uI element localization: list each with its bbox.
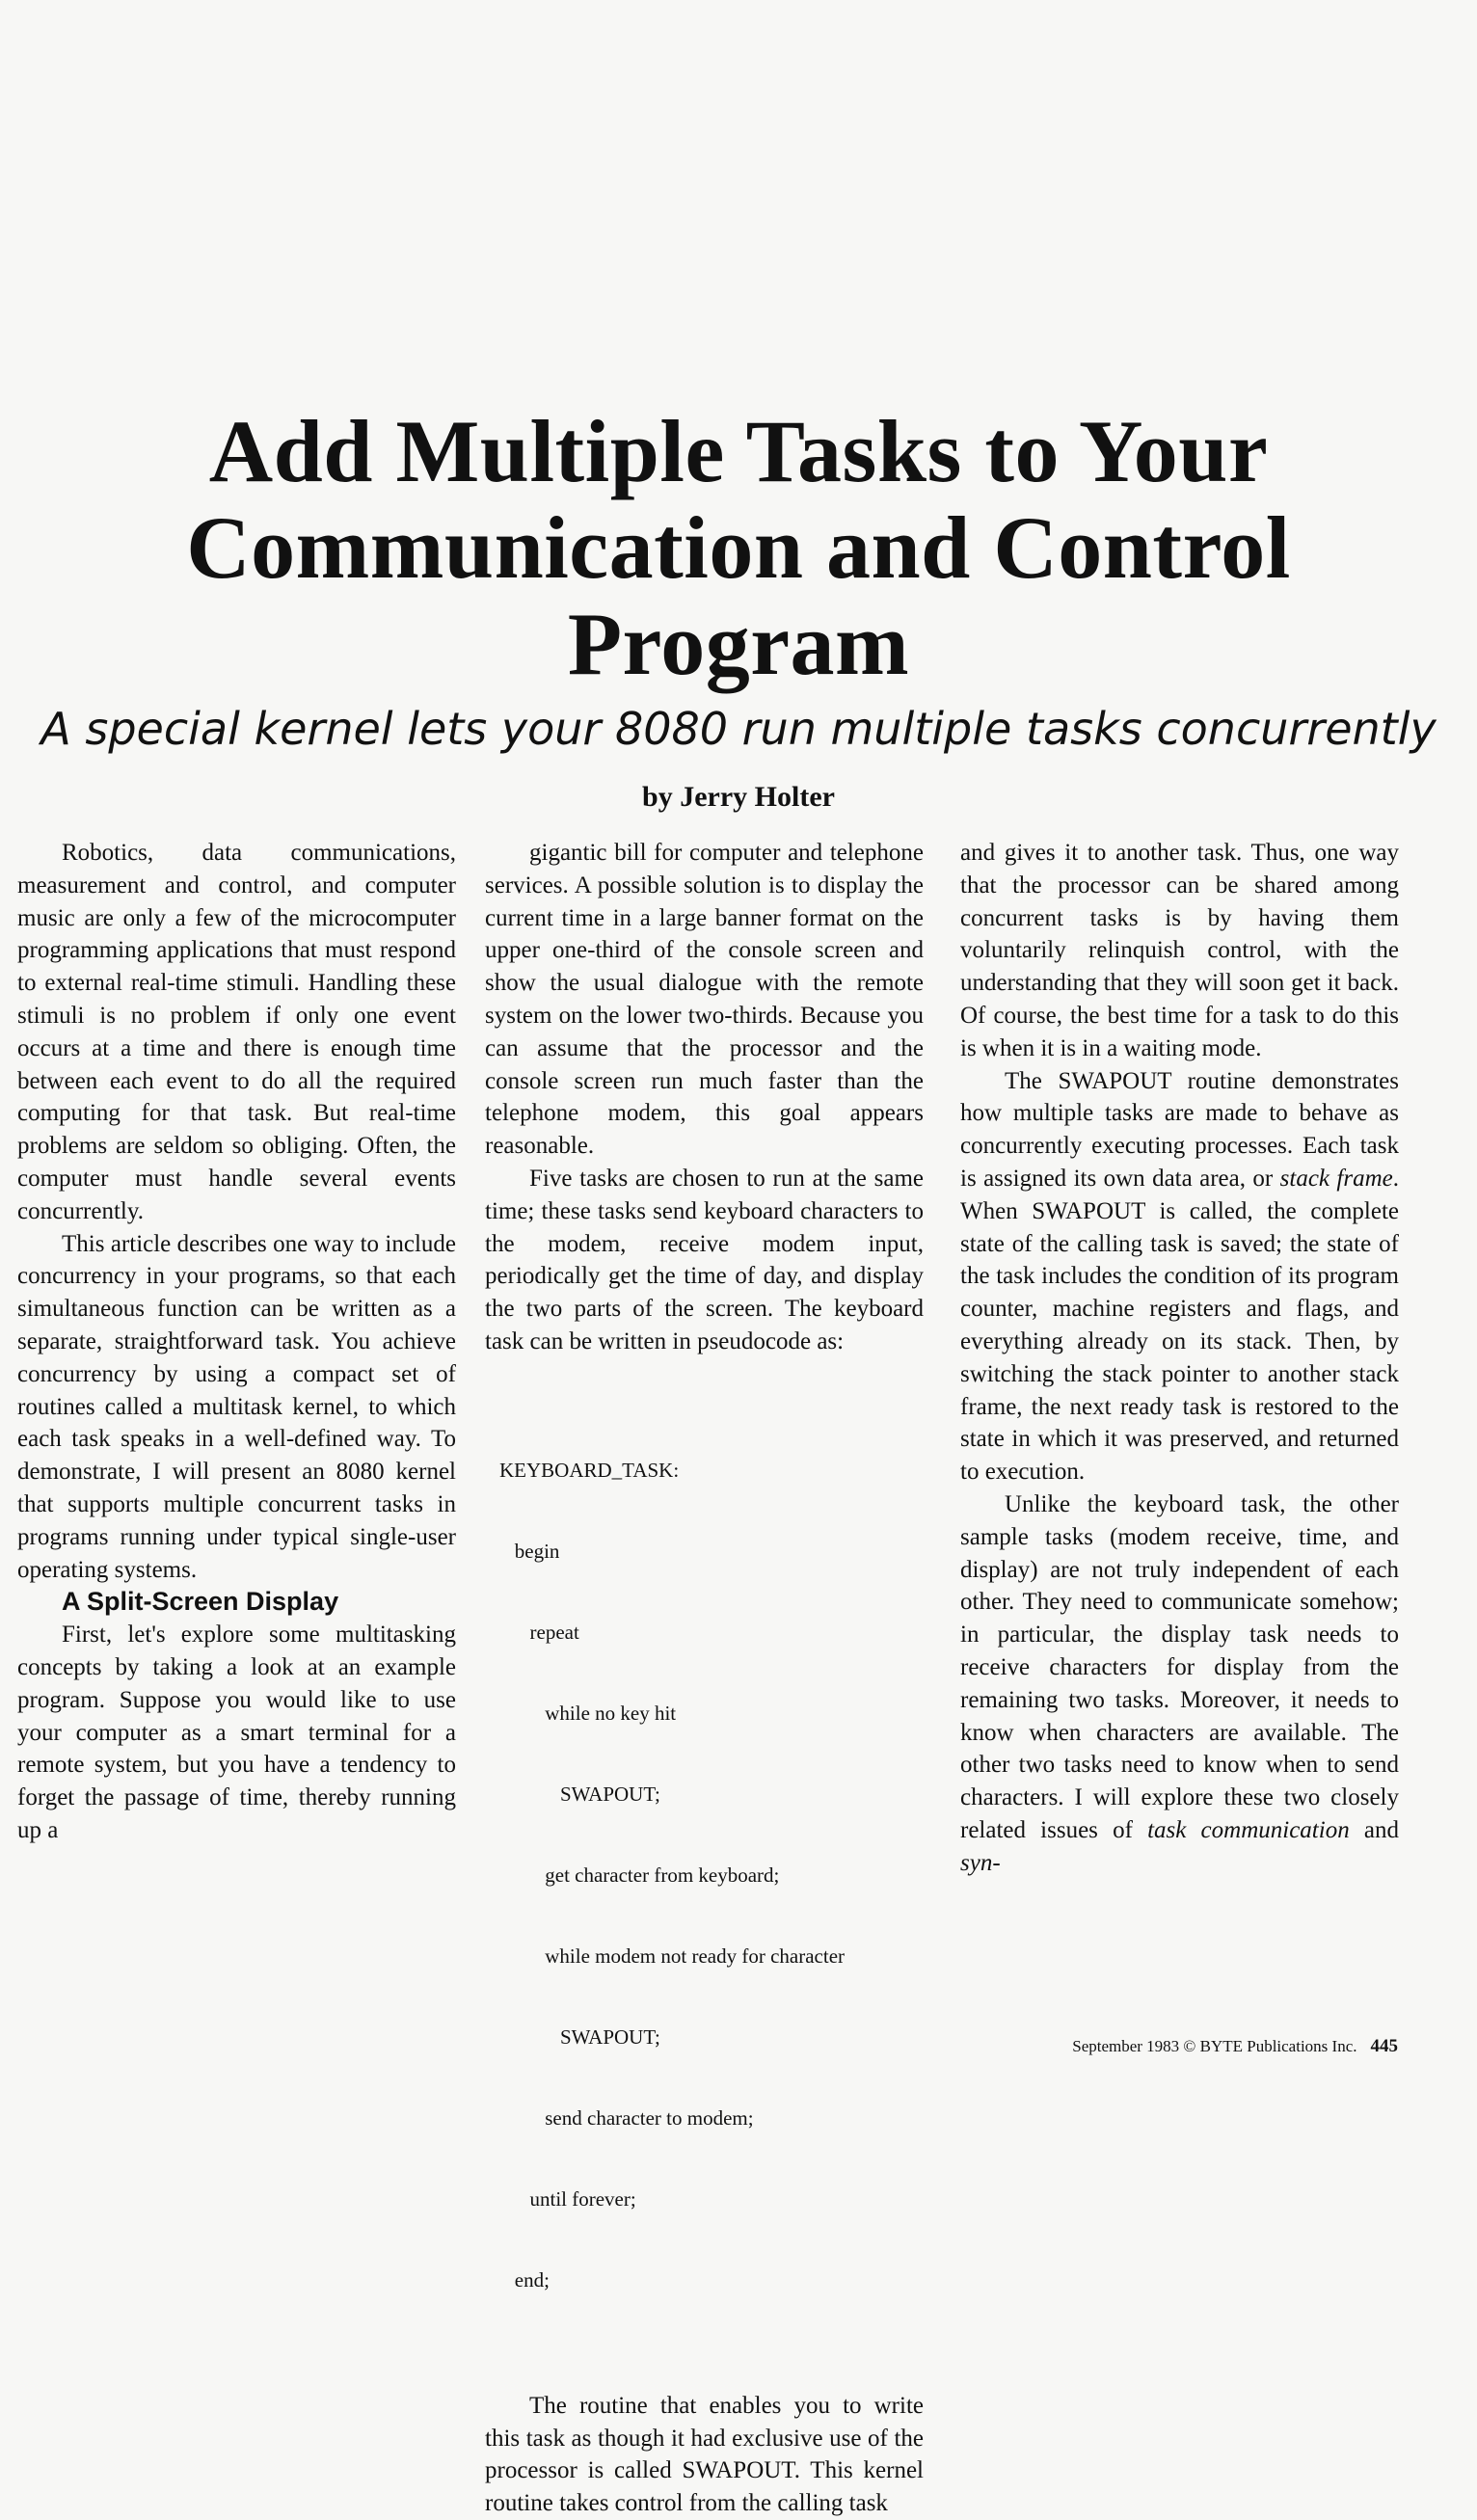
paragraph: gigantic bill for computer and telephone services. A possible solution is to display the current time in a large banner format on the upper one-third of the console screen and show the usual dialogue with the remote system on the lower two-thirds. Because you can assume that the processor and the console screen run much faster than the telephone modem, this goal appears reasonable. (485, 840, 924, 1160)
article-subtitle: A special kernel lets your 8080 run multiple tasks concurrently (40, 703, 1437, 755)
footer-credit: September 1983 © BYTE Publications Inc. (1072, 2037, 1357, 2055)
title-line-1: Add Multiple Tasks to Your (208, 402, 1269, 500)
page-number: 445 (1370, 2036, 1398, 2056)
paragraph: Five tasks are chosen to run at the same time; these tasks send keyboard characters to the modem, receive modem input, periodically get the time of day, and display the two parts of the screen. The keyboard task can be written in pseudocode as: (485, 1165, 924, 1354)
code-line: get character from keyboard; (499, 1863, 780, 1887)
section-heading: A Split-Screen Display (62, 1587, 339, 1617)
paragraph: This article describes one way to include concurrency in your programs, so that each simultaneous function can be written as a separate, straightforward task. You achieve concurrency by using a compact set of routines called a multitask kernel, to which each task speaks in a well-defined way. To demonstrate, I will present an 8080 kernel that supports multiple concurrent tasks in programs running under typical single-user operating systems. (17, 1230, 456, 1583)
column-3 (960, 837, 1399, 1880)
title-line-2: Communication and Control (186, 498, 1291, 597)
code-line: while modem not ready for character (499, 1944, 846, 1968)
title-line-3: Program (567, 595, 910, 693)
column-2 (485, 837, 924, 2520)
code-line: repeat (499, 1620, 579, 1644)
text-run: The SWAPOUT routine demonstrates how multiple tasks are made to behave as concurrently executing processes. Each task is assigned its own data area, or (960, 1067, 1399, 1192)
text-run: . When SWAPOUT is called, the complete state of the calling task is saved; the state of the task includes the condition of its program counter, machine registers and flags, and everything already on its stack. Then, by switching the stack pointer to another stack frame, the next ready task is restored to the state in which it was preserved, and returned to execution. (960, 1165, 1399, 1486)
pseudocode-block (499, 1403, 924, 2347)
code-line: SWAPOUT; (499, 2024, 660, 2049)
code-line: SWAPOUT; (499, 1782, 660, 1806)
paragraph: and gives it to another task. Thus, one way that the processor can be shared among concurrent tasks is by having them voluntarily relinquish control, with the understanding that they will soon get it back. Of course, the best time for a task to do this is when it is in a waiting mode. (960, 840, 1399, 1061)
paragraph (960, 1488, 1399, 1880)
emphasis: task communication (1147, 1816, 1350, 1843)
page-footer (1072, 2036, 1398, 2057)
code-line: begin (499, 1539, 560, 1563)
code-line: send character to modem; (499, 2105, 754, 2130)
text-run: and (1349, 1816, 1399, 1843)
article-title (0, 403, 1477, 692)
code-line: end; (499, 2267, 550, 2292)
emphasis: syn- (960, 1849, 1001, 1876)
paragraph: The routine that enables you to write this task as though it had exclusive use of the processor is called SWAPOUT. This kernel routine takes control from the calling task (485, 2392, 924, 2517)
emphasis: stack frame (1279, 1165, 1393, 1192)
byline: by Jerry Holter (642, 781, 835, 813)
code-line: KEYBOARD_TASK: (499, 1458, 680, 1482)
code-line: until forever; (499, 2186, 636, 2211)
paragraph: Robotics, data communications, measurement and control, and computer music are only a few of the microcomputer programming applications that must respond to external real-time stimuli. Handling these stimuli is no problem if only one event occurs at a time and there is enough time between each event to do all the required computing for that task. But real-time problems are seldom so obliging. Often, the computer must handle several events concurrently. (17, 840, 456, 1224)
text-run: Unlike the keyboard task, the other sample tasks (modem receive, time, and display) are not truly independent of each other. They need to communicate somehow; in particular, the display task needs to receive characters for display from the remaining two tasks. Moreover, it needs to know when characters are available. The other two tasks need to know when to send characters. I will explore these two closely related issues of (960, 1490, 1399, 1843)
column-1 (17, 837, 456, 1847)
code-line: while no key hit (499, 1701, 677, 1725)
paragraph: First, let's explore some multitasking concepts by taking a look at an example program. Suppose you would like to use your computer as a smart terminal for a remote system, but you have a tendency to forget the passage of time, thereby running up a (17, 1622, 456, 1843)
paragraph (960, 1065, 1399, 1488)
